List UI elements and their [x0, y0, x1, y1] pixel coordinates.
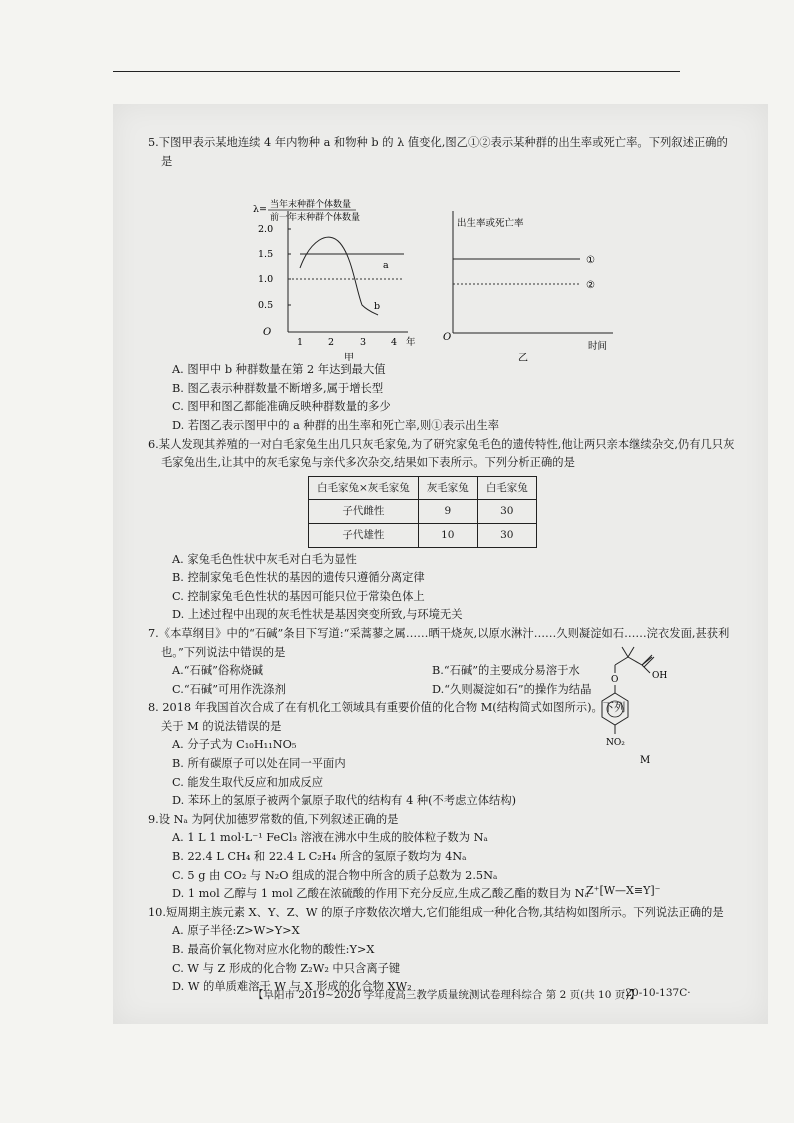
q10-option-a[interactable]: A. 原子半径:Z>W>Y>X	[172, 924, 300, 938]
table-cell: 30	[477, 523, 536, 547]
no2-label: NO₂	[606, 738, 625, 748]
q10-option-b[interactable]: B. 最高价氧化物对应水化物的酸性:Y>X	[172, 943, 375, 956]
q7-option-b[interactable]: B.“石碱”的主要成分易溶于水	[432, 664, 580, 678]
bond	[628, 657, 642, 665]
q7-stem: 7.《本草纲目》中的“石碱”条目下写道:“采蒿蓼之属……晒干烧灰,以原水淋汁……久则凝淀如石……浣衣发面,甚获利也。”下列说法中错误的是	[148, 626, 730, 659]
curve-b-label: b	[374, 301, 381, 313]
q5-graphs	[148, 171, 628, 361]
aromatic-circle	[607, 701, 623, 717]
bond	[642, 665, 650, 673]
curve-a-label: a	[383, 260, 389, 272]
yi-y-label: 出生率或死亡率	[457, 218, 524, 230]
table-row	[309, 500, 537, 524]
q10-option-d[interactable]: D. W 的单质难溶于 W 与 X 形成的化合物 XW₂	[172, 980, 412, 994]
bond	[622, 647, 628, 657]
bond	[628, 647, 634, 657]
q9-stem: 9.设 Nₐ 为阿伏加德罗常数的值,下列叙述正确的是	[148, 812, 399, 826]
ionic-structure: Z⁺[W—X≡Y]⁻	[586, 884, 661, 897]
footer-title: 【阜阳市 2019~2020 学年度高三教学质量统测试卷理科综合 第 2 页(共 10 页)】	[253, 989, 640, 1001]
jia-xtick-2: 2	[328, 337, 335, 349]
table-cell: 10	[418, 523, 477, 547]
compound-m-structure	[600, 639, 710, 769]
footer-code: ·20-10-137C·	[622, 987, 691, 999]
jia-caption: 甲	[344, 353, 354, 362]
q7-option-c[interactable]: C.“石碱”可用作洗涤剂	[172, 682, 286, 696]
q6-option-a[interactable]: A. 家兔毛色性状中灰毛对白毛为显性	[172, 552, 357, 566]
oh-label: OH	[652, 671, 668, 681]
bond	[615, 657, 628, 665]
lambda-denominator: 前一年末种群个体数量	[270, 213, 361, 224]
table-header-row	[309, 476, 537, 500]
table-header: 白毛家兔	[477, 476, 536, 500]
line-2-label: ②	[586, 280, 595, 292]
q6-stem: 6.某人发现其养殖的一对白毛家兔生出几只灰毛家兔,为了研究家兔毛色的遗传特性,他让两只亲本继续杂交,仍有几只灰毛家兔出生,让其中的灰毛家兔与亲代多次杂交,结果如下表所示。下列分析正确的是	[148, 437, 735, 470]
q10-stem: 10.短周期主族元素 X、Y、Z、W 的原子序数依次增大,它们能组成一种化合物,其结构如图所示。下列说法正确的是	[148, 905, 724, 919]
q9-option-d[interactable]: D. 1 mol 乙醇与 1 mol 乙酸在浓硫酸的作用下充分反应,生成乙酸乙酯的数目为 Nₐ	[172, 887, 589, 901]
jia-xtick-4: 4	[391, 337, 398, 349]
jia-xtick-1: 1	[297, 337, 304, 349]
exam-page	[148, 134, 738, 997]
jia-ytick-0-5: 0.5	[258, 300, 274, 312]
jia-x-unit: 年	[406, 337, 416, 349]
compound-label: M	[640, 755, 651, 766]
table-cell: 子代雄性	[309, 523, 419, 547]
table-cell: 子代雌性	[309, 500, 419, 524]
jia-ytick-1: 1.0	[258, 274, 274, 286]
table-header: 灰毛家兔	[418, 476, 477, 500]
lambda-numerator: 当年末种群个体数量	[270, 200, 352, 211]
q10-option-c[interactable]: C. W 与 Z 形成的化合物 Z₂W₂ 中只含离子键	[172, 961, 401, 975]
jia-ytick-1-5: 1.5	[258, 249, 274, 261]
q5-stem: 5.下图甲表示某地连续 4 年内物种 a 和物种 b 的 λ 值变化,图乙①②表示某种群的出生率或死亡率。下列叙述正确的是	[148, 136, 728, 168]
q7-option-d[interactable]: D.“久则凝淀如石”的操作为结晶	[432, 682, 592, 696]
q8-option-d[interactable]: D. 苯环上的氢原子被两个氯原子取代的结构有 4 种(不考虑立体结构)	[172, 794, 517, 808]
q6-option-d[interactable]: D. 上述过程中出现的灰毛性状是基因突变所致,与环境无关	[172, 608, 463, 622]
table-header: 白毛家兔×灰毛家兔	[309, 476, 419, 500]
graph-jia	[253, 198, 416, 361]
q8-stem: 8. 2018 年我国首次合成了在有机化工领域具有重要价值的化合物 M(结构简式如图所示)。下列关于 M 的说法错误的是	[148, 701, 626, 733]
q6-option-b[interactable]: B. 控制家兔毛色性状的基因的遗传只遵循分离定律	[172, 571, 425, 585]
header-rule	[113, 71, 680, 72]
graph-yi	[443, 211, 613, 361]
curve-b	[300, 237, 381, 315]
table-cell: 30	[477, 500, 536, 524]
table-row	[309, 523, 537, 547]
q5-option-c[interactable]: C. 图甲和图乙都能准确反映种群数量的多少	[172, 400, 391, 414]
table-cell: 9	[418, 500, 477, 524]
jia-xtick-3: 3	[360, 337, 367, 349]
q8-option-a[interactable]: A. 分子式为 C₁₀H₁₁NO₅	[172, 738, 297, 752]
yi-x-label: 时间	[588, 341, 608, 353]
yi-origin: O	[443, 332, 452, 344]
yi-caption: 乙	[518, 353, 528, 362]
q5-option-a[interactable]: A. 图甲中 b 种群数量在第 2 年达到最大值	[172, 363, 386, 377]
o-label: O	[611, 675, 619, 685]
benzene-ring	[602, 693, 628, 725]
lambda-label: λ=	[253, 204, 267, 216]
q6-table	[308, 476, 537, 548]
q8-option-b[interactable]: B. 所有碳原子可以处在同一平面内	[172, 757, 346, 771]
q9-option-b[interactable]: B. 22.4 L CH₄ 和 22.4 L C₂H₄ 所含的氢原子数均为 4Nₐ	[172, 850, 467, 864]
jia-origin: O	[263, 327, 272, 339]
q9-option-a[interactable]: A. 1 L 1 mol·L⁻¹ FeCl₃ 溶液在沸水中生成的胶体粒子数为 Nₐ	[172, 831, 488, 845]
q8-option-c[interactable]: C. 能发生取代反应和加成反应	[172, 775, 323, 789]
jia-ytick-2: 2.0	[258, 224, 274, 236]
q6-option-c[interactable]: C. 控制家兔毛色性状的基因可能只位于常染色体上	[172, 589, 425, 603]
q7-option-a[interactable]: A.“石碱”俗称烧碱	[172, 664, 264, 678]
line-1-label: ①	[586, 255, 595, 267]
q5-option-b[interactable]: B. 图乙表示种群数量不断增多,属于增长型	[172, 381, 384, 395]
q9-option-c[interactable]: C. 5 g 由 CO₂ 与 N₂O 组成的混合物中所含的质子总数为 2.5Nₐ	[172, 868, 498, 882]
q5-option-d[interactable]: D. 若图乙表示图甲中的 a 种群的出生率和死亡率,则①表示出生率	[172, 418, 500, 432]
q5-figures	[148, 171, 738, 361]
